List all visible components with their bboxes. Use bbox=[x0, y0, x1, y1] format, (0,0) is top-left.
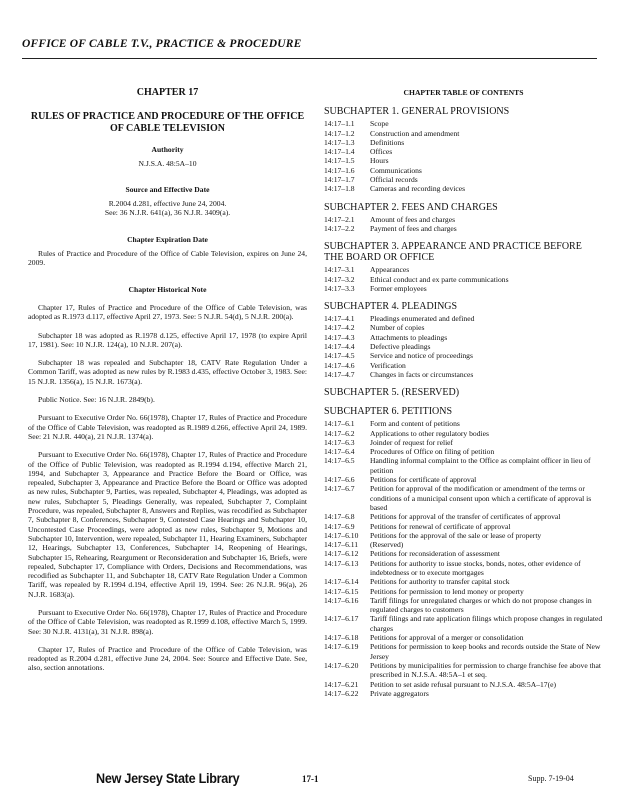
toc-entry bbox=[324, 275, 603, 284]
section-title: Construction and amendment bbox=[370, 128, 460, 138]
section-number: 14:17–2.2 bbox=[324, 223, 355, 233]
toc-entry bbox=[324, 587, 603, 596]
section-number: 14:17–3.3 bbox=[324, 283, 355, 293]
subchapter-heading: SUBCHAPTER 2. FEES AND CHARGES bbox=[324, 201, 498, 213]
section-number: 14:17–6.11 bbox=[324, 540, 359, 550]
section-number: 14:17–6.9 bbox=[324, 521, 355, 531]
authority-label: Authority bbox=[151, 145, 184, 155]
toc-entry bbox=[324, 447, 603, 456]
toc-entry bbox=[324, 361, 603, 370]
toc-entry bbox=[324, 633, 603, 642]
section-title: Official records bbox=[370, 175, 418, 185]
section-title: Former employees bbox=[370, 283, 427, 293]
section-number: 14:17–4.6 bbox=[324, 360, 355, 370]
section-number: 14:17–1.4 bbox=[324, 147, 355, 157]
supplement-date: Supp. 7-19-04 bbox=[528, 774, 574, 783]
history-paragraph: Chapter 17, Rules of Practice and Procedure of the Office of Cable Television, was adopted as R.1973 d.117, effective April 27, 1973. See: 5 N.J.R. 54(d), 5 N.J.R. 200(a). bbox=[28, 302, 307, 322]
toc-entry bbox=[324, 215, 603, 224]
section-number: 14:17–4.1 bbox=[324, 314, 355, 324]
section-number: 14:17–6.7 bbox=[324, 484, 355, 494]
section-number: 14:17–6.18 bbox=[324, 633, 359, 643]
section-title: Applications to other regulatory bodies bbox=[370, 428, 489, 438]
section-title: Petitions for reconsideration of assessment bbox=[370, 549, 500, 559]
section-title: Private aggregators bbox=[370, 688, 429, 698]
section-number: 14:17–4.4 bbox=[324, 342, 355, 352]
section-number: 14:17–6.21 bbox=[324, 679, 359, 689]
subchapter-heading: SUBCHAPTER 5. (RESERVED) bbox=[324, 387, 460, 399]
toc-entry bbox=[324, 512, 603, 521]
section-title: Hours bbox=[370, 156, 389, 166]
toc-entry bbox=[324, 265, 603, 274]
section-title: Petitions for permission to keep books and records outside the State of New Jersey bbox=[370, 642, 601, 661]
section-number: 14:17–6.6 bbox=[324, 475, 355, 485]
section-title: Appearances bbox=[370, 265, 410, 275]
section-title: Payment of fees and charges bbox=[370, 223, 457, 233]
toc-entry bbox=[324, 184, 603, 193]
section-number: 14:17–6.20 bbox=[324, 660, 359, 670]
section-title: Petitions for permission to lend money or property bbox=[370, 586, 524, 596]
right-column bbox=[324, 84, 603, 698]
history-paragraph: Chapter 17, Rules of Practice and Procedure of the Office of Cable Television, was readopted as R.2004 d.281, effective June 24, 2004. See: Source and Effective Date. See, also, section annotations. bbox=[28, 644, 307, 673]
section-number: 14:17–6.13 bbox=[324, 558, 359, 568]
section-number: 14:17–6.3 bbox=[324, 437, 355, 447]
section-title: Changes in facts or circumstances bbox=[370, 369, 474, 379]
header-rule bbox=[22, 58, 597, 59]
section-number: 14:17–1.8 bbox=[324, 184, 355, 194]
history-paragraph: Subchapter 18 was repealed and Subchapter 18, CATV Rate Regulation Under a Common Tariff, was adopted as new rules by R.1983 d.435, effective October 3, 1983. See: 15 N.J.R. 1356(a), 15 N.J.R. 1673(a). bbox=[28, 358, 307, 386]
history-notes bbox=[28, 303, 307, 673]
subchapter-heading: SUBCHAPTER 3. APPEARANCE AND PRACTICE BEFORE THE BOARD OR OFFICE bbox=[324, 241, 582, 264]
toc-entry bbox=[324, 689, 603, 698]
section-number: 14:17–6.22 bbox=[324, 688, 359, 698]
section-number: 14:17–6.8 bbox=[324, 512, 355, 522]
section-title: Offices bbox=[370, 147, 393, 157]
history-paragraph: Pursuant to Executive Order No. 66(1978), Chapter 17, Rules of Practice and Procedure of the Office of Public Television, was readopted as R.1994 d.194, effective March 21, 1994, and Subchapter 3, Appearance and Practice Before the Board or Office, was repealed, Subchapter 3, Appearance and Practice Before the Board or Office was adopted as new rules, Subchapter 9, Parties, was repealed, Subchapter 4, Pleadings, was adopted as new rules, Subchapter 5, Pleadings Generally, was repealed, Subchapter 7, Complaint Procedure, was repealed, Subchapter 8, Answers and Replies, was recodified as Subchapter 7, Subchapter 8, Conferences, Subchapter 9, Contested Case Hearings and Subchapter 10, Uncontested Case Proceedings, were adopted as new rules, Subchapter 9, Motions and Subchapter 10, Intervention, were repealed, Subchapter 11, Hearing Examiners, Subchapter 12, Hearings, Subchapter 13, Conferences, Subchapter 14, Reopening of Hearings, Subchapter 15, Rehearing, Reargument or Reconsideration and Subchapter 16, Briefs, were repealed, Subchapter 17, Compliance with Orders, Decisions and Recommendations, was recodified as Subchapter 11, and Subchapter 18, CATV Rate Regulation Under a Common Tariff, was repealed by R.1994 d.194, effective April 19, 1994. See: 26 N.J.R. 96(a), 26 N.J.R. 1683(a). bbox=[28, 450, 307, 599]
toc-entry bbox=[324, 577, 603, 586]
history-paragraph: Pursuant to Executive Order No. 66(1978), Chapter 17, Rules of Practice and Procedure of the Office of Cable Television, was readopted as R.1999 d.108, effective March 5, 1999. See: 30 N.J.R. 4131(a), 31 N.J.R. 898(a). bbox=[28, 607, 307, 636]
section-title: Procedures of Office on filing of petition bbox=[370, 447, 495, 457]
section-number: 14:17–4.2 bbox=[324, 323, 355, 333]
section-title: Petitions for certificate of approval bbox=[370, 475, 477, 485]
section-number: 14:17–6.4 bbox=[324, 447, 355, 457]
section-title: Petitions for renewal of certificate of approval bbox=[370, 521, 511, 531]
toc-entry bbox=[324, 284, 603, 293]
section-title: Communications bbox=[370, 165, 422, 175]
history-label: Chapter Historical Note bbox=[128, 284, 207, 294]
section-title: Petitions for the approval of the sale or lease of property bbox=[370, 530, 542, 540]
toc-entry bbox=[324, 166, 603, 175]
left-column bbox=[28, 84, 307, 673]
section-number: 14:17–1.7 bbox=[324, 175, 355, 185]
section-title: Amount of fees and charges bbox=[370, 214, 456, 224]
section-title: Tariff filings and rate application filings which propose changes in regulated charges bbox=[370, 614, 603, 633]
section-number: 14:17–4.5 bbox=[324, 351, 355, 361]
toc-entry bbox=[324, 596, 603, 615]
library-stamp: New Jersey State Library bbox=[96, 770, 240, 786]
toc-entry bbox=[324, 614, 603, 633]
section-title: Petitions for approval of the transfer of certificates of approval bbox=[370, 512, 561, 522]
section-number: 14:17–6.2 bbox=[324, 428, 355, 438]
section-title: Form and content of petitions bbox=[370, 419, 460, 429]
section-title: Tariff filings for unregulated charges or which do not propose changes in regulated charges to customers bbox=[370, 595, 592, 615]
section-number: 14:17–1.5 bbox=[324, 156, 355, 166]
page-number: 17-1 bbox=[302, 774, 319, 784]
section-number: 14:17–1.1 bbox=[324, 119, 355, 129]
history-paragraph: Pursuant to Executive Order No. 66(1978), Chapter 17, Rules of Practice and Procedure of the Office of Cable Television, was readopted as R.1989 d.266, effective April 24, 1989. See: 21 N.J.R. 440(a), 21 N.J.R. 1374(a). bbox=[28, 413, 307, 441]
toc-entry bbox=[324, 522, 603, 531]
section-number: 14:17–6.19 bbox=[324, 642, 359, 652]
section-title: Scope bbox=[370, 119, 389, 129]
toc-title: CHAPTER TABLE OF CONTENTS bbox=[403, 88, 524, 97]
section-title: Petitions for approval of a merger or consolidation bbox=[370, 633, 524, 643]
source-text: R.2004 d.281, effective June 24, 2004. bbox=[108, 199, 227, 209]
section-title: Definitions bbox=[370, 137, 405, 147]
section-title: (Reserved) bbox=[370, 540, 404, 550]
toc-entry bbox=[324, 438, 603, 447]
section-title: Petition for approval of the modification or amendment of the terms or conditions of a municipal consent upon which a certificate of approval is based bbox=[370, 484, 592, 512]
source-label: Source and Effective Date bbox=[125, 184, 210, 194]
section-number: 14:17–6.10 bbox=[324, 530, 359, 540]
running-head: OFFICE OF CABLE T.V., PRACTICE & PROCEDURE bbox=[22, 38, 302, 50]
toc-entry bbox=[324, 680, 603, 689]
toc-entry bbox=[324, 129, 603, 138]
section-number: 14:17–6.12 bbox=[324, 549, 359, 559]
section-number: 14:17–6.17 bbox=[324, 614, 359, 624]
section-number: 14:17–4.3 bbox=[324, 332, 355, 342]
toc-entry bbox=[324, 456, 603, 475]
subchapter-heading: SUBCHAPTER 4. PLEADINGS bbox=[324, 301, 458, 313]
section-number: 14:17–3.1 bbox=[324, 265, 355, 275]
history-paragraph: Subchapter 18 was adopted as R.1978 d.125, effective April 17, 1978 (to expire April 17, 1981). See: 10 N.J.R. 124(a), 10 N.J.R. 207(a). bbox=[28, 330, 307, 349]
expiration-label: Chapter Expiration Date bbox=[127, 234, 208, 244]
chapter-title: RULES OF PRACTICE AND PROCEDURE OF THE OFFICE OF CABLE TELEVISION bbox=[30, 111, 305, 135]
section-number: 14:17–4.7 bbox=[324, 369, 355, 379]
toc-entry bbox=[324, 333, 603, 342]
toc-entry bbox=[324, 224, 603, 233]
section-title: Verification bbox=[370, 360, 406, 370]
toc-entry bbox=[324, 156, 603, 165]
history-paragraph: Public Notice. See: 16 N.J.R. 2849(b). bbox=[38, 395, 155, 405]
toc-entry bbox=[324, 351, 603, 360]
section-title: Number of copies bbox=[370, 323, 425, 333]
section-number: 14:17–6.16 bbox=[324, 595, 359, 605]
toc-entry bbox=[324, 540, 603, 549]
section-number: 14:17–1.3 bbox=[324, 137, 355, 147]
toc-entry bbox=[324, 342, 603, 351]
toc-entry bbox=[324, 323, 603, 332]
section-title: Pleadings enumerated and defined bbox=[370, 314, 475, 324]
source-citation: See: 36 N.J.R. 641(a), 36 N.J.R. 3409(a). bbox=[104, 208, 231, 218]
toc-entry bbox=[324, 531, 603, 540]
toc-entry bbox=[324, 119, 603, 128]
toc-entry bbox=[324, 661, 603, 680]
section-title: Petitions for authority to issue stocks, bonds, notes, other evidence of indebtedness or to execute mortgages bbox=[370, 558, 581, 577]
toc-entry bbox=[324, 642, 603, 661]
section-number: 14:17–2.1 bbox=[324, 214, 355, 224]
section-number: 14:17–1.2 bbox=[324, 128, 355, 138]
section-number: 14:17–3.2 bbox=[324, 274, 355, 284]
toc-entry bbox=[324, 370, 603, 379]
section-title: Defective pleadings bbox=[370, 342, 431, 352]
expiration-text: Rules of Practice and Procedure of the Office of Cable Television, expires on June 24, 2009. bbox=[28, 249, 307, 268]
section-number: 14:17–6.5 bbox=[324, 456, 355, 466]
toc-body bbox=[324, 106, 603, 698]
section-title: Service and notice of proceedings bbox=[370, 351, 473, 361]
subchapter-heading: SUBCHAPTER 6. PETITIONS bbox=[324, 406, 453, 418]
section-title: Petitions by municipalities for permission to charge franchise fee above that prescribed in N.J.S.A. 48:5A–1 et seq. bbox=[370, 660, 601, 680]
subchapter-heading: SUBCHAPTER 1. GENERAL PROVISIONS bbox=[324, 106, 510, 118]
toc-entry bbox=[324, 314, 603, 323]
toc-entry bbox=[324, 147, 603, 156]
toc-entry bbox=[324, 419, 603, 428]
toc-entry bbox=[324, 138, 603, 147]
section-title: Handling informal complaint to the Office as complaint officer in lieu of petition bbox=[370, 456, 591, 475]
section-number: 14:17–6.15 bbox=[324, 586, 359, 596]
chapter-number: CHAPTER 17 bbox=[136, 87, 199, 98]
section-number: 14:17–1.6 bbox=[324, 165, 355, 175]
toc-entry bbox=[324, 429, 603, 438]
section-title: Petitions for authority to transfer capital stock bbox=[370, 577, 510, 587]
toc-entry bbox=[324, 559, 603, 578]
authority-text: N.J.S.A. 48:5A–10 bbox=[138, 158, 197, 168]
section-title: Attachments to pleadings bbox=[370, 332, 448, 342]
section-number: 14:17–6.1 bbox=[324, 419, 355, 429]
section-title: Ethical conduct and ex parte communications bbox=[370, 274, 509, 284]
section-title: Joinder of request for relief bbox=[370, 437, 454, 447]
section-number: 14:17–6.14 bbox=[324, 577, 359, 587]
toc-entry bbox=[324, 549, 603, 558]
toc-entry bbox=[324, 484, 603, 512]
section-title: Petition to set aside refusal pursuant to N.J.S.A. 48:5A–17(e) bbox=[370, 679, 557, 689]
toc-entry bbox=[324, 475, 603, 484]
section-title: Cameras and recording devices bbox=[370, 184, 466, 194]
toc-entry bbox=[324, 175, 603, 184]
